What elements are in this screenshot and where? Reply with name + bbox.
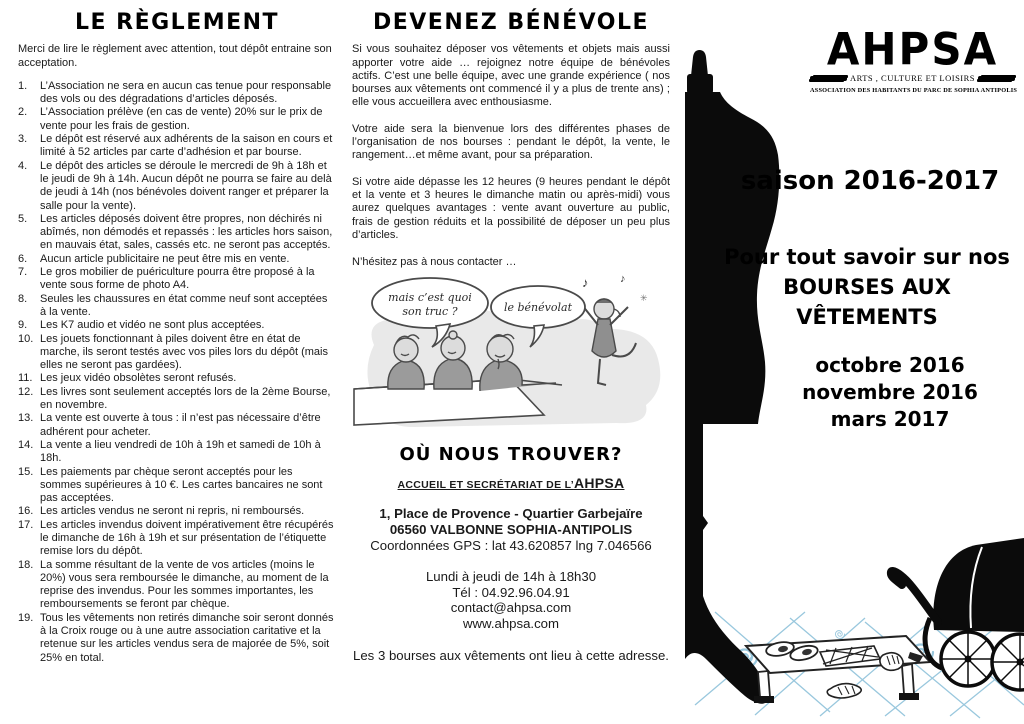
rule-item: 17. Les articles invendus doivent impérativement être récupérés le dimanche de 16h à 19h et sur présentation de l’étiquette remise lors du dépôt. [18,518,334,558]
gps-coordinates: Coordonnées GPS : lat 43.620857 lng 7.046566 [370,537,652,553]
rule-item: 1. L’Association ne sera en aucun cas tenue pour responsable des vols ou des dégradations d’articles déposés. [18,79,332,106]
ink-smudge-icon [978,76,1015,81]
rule-item: 18. La somme résultant de la vente de vos articles (moins le 20%) vous sera remboursée le dimanche, au moment de la reprise des invendus. Pour les sommes importantes, les remboursements se feront par chèque. [18,558,329,611]
rule-item: 9. Les K7 audio et vidéo ne sont plus acceptées. [18,319,265,332]
rule-item: 14. La vente a lieu vendredi de 10h à 19h et samedi de 10h à 18h. [18,438,321,465]
reglement-intro: Merci de lire le règlement avec attention, tout dépôt entraine son acceptation. [18,43,332,69]
rule-item: 6. Aucun article publicitaire ne peut être mis en vente. [18,252,290,265]
find-us-title: OÙ NOUS TROUVER? [399,443,623,465]
volunteer-cartoon [352,273,670,441]
rule-item: 13. La vente est ouverte à tous : il n’est pas nécessaire d’être adhérent pour acheter. [18,412,321,438]
benevole-paragraph: Votre aide sera la bienvenue lors des différentes phases de l’organisation de nos bourses : pendant le dépôt, la vente, le rangement…et même avant, pour sa préparation. [352,122,670,162]
address-line: 06560 VALBONNE SOPHIA-ANTIPOLIS [389,522,633,538]
event-date: octobre 2016 [815,353,965,377]
rule-item: 10. Les jouets fonctionnant à piles doivent être en état de marche, ils seront testés avec vos piles lors du dépôt (mais elles ne seront pas gardées). [18,332,328,372]
logo-wordmark: AHPSA [826,23,999,76]
rule-item: 4. Le dépôt des articles se déroule le mercredi de 9h à 18h et le jeudi de 9h à 14h. Aucun dépôt ne pourra se faire au delà de jeudi à 14h (nos bénévoles doivent ranger et préparer la salle pour la vente). [18,159,332,212]
bench-illustration [746,636,930,703]
rule-item: 5. Les articles déposés doivent être propres, non déchirés ni abîmés, non démodés et repassés : les articles hors saison, en mauvais état, sales, cassés etc. ne seront pas acceptés. [18,212,333,252]
benevole-paragraph: Si votre aide dépasse les 12 heures (9 heures pendant le dépôt et la vente et 3 heures le dimanche matin ou après-midi) vous aurez quelques avantages : vente avant ouverture au public, frais de gestion réduits et la possibilité de déposer un peu plus d’articles. [352,175,670,241]
rules-list [18,80,336,665]
contact-prompt: N’hésitez pas à nous contacter … [352,256,517,269]
panel-reglement [18,12,336,665]
cover-tagline-line2: BOURSES AUX VÊTEMENTS [783,275,951,329]
accueil-heading: ACCUEIL ET SECRÉTARIAT DE L’AHPSA [397,475,625,492]
event-dates [760,352,1020,433]
svg-text:son truc ?: son truc ? [402,305,458,319]
rule-item: 11. Les jeux vidéo obsolètes seront refusés. [18,372,237,385]
cover-tagline-line1: Pour tout savoir sur nos [724,245,1010,269]
email-address: contact@ahpsa.com [450,600,572,616]
rule-item: 3. Le dépôt est réservé aux adhérents de la saison en cours et limité à 52 articles par carte d’adhésion et par bourse. [18,133,333,159]
org-name: AHPSA [573,475,625,492]
phone-number: Tél : 04.92.96.04.91 [452,584,570,600]
rule-item: 8. Seules les chaussures en état comme neuf sont acceptées à la vente. [18,292,328,318]
svg-text:mais c’est quoi: mais c’est quoi [388,291,472,305]
rule-item: 16. Les articles vendus ne seront ni repris, ni remboursés. [18,505,305,518]
website-url: www.ahpsa.com [462,616,559,632]
address-line: 1, Place de Provence - Quartier Garbejaïre [379,506,643,522]
benevole-title: DEVENEZ BÉNÉVOLE [372,10,650,35]
panel-benevole [352,12,670,662]
rule-item: 19. Tous les vêtements non retirés dimanche soir seront donnés à la Croix rouge ou à une autre association caritative et la retenue sur les articles vendus sera de majorée de 5%, soit 25% en total. [18,611,334,664]
music-note-icon: ♪ [620,273,626,286]
season-title: saison 2016-2017 [740,166,1000,196]
logo-tagline: ARTS , CULTURE ET LOISIRS [810,73,1015,83]
svg-text:le bénévolat: le bénévolat [503,301,573,315]
ahpsa-logo [810,23,1018,94]
spiral-icon [836,631,845,639]
ink-smudge-icon [810,76,847,81]
opening-hours: Lundi à jeudi de 14h à 18h30 [425,568,597,584]
rule-item: 2. L’Association prélève (en cas de vente) 20% sur le prix de vente pour les frais de gestion. [18,106,323,132]
music-note-icon: ♪ [582,275,589,291]
cover-tagline [710,242,1024,332]
rule-item: 7. Le gros mobilier de puériculture pourra être proposé à la vente sous forme de photo A4. [18,266,315,292]
event-date: novembre 2016 [802,380,978,404]
logo-subtitle: ASSOCIATION DES HABITANTS DU PARC DE SOPHIA ANTIPOLIS [810,87,1018,94]
rule-item: 12. Les livres sont seulement acceptés lors de la 2ème Bourse, en novembre. [18,385,331,412]
benevole-paragraph: Si vous souhaitez déposer vos vêtements et objets mais aussi apporter votre aide … rejoignez notre équipe de bénévoles actifs. C’est une belle équipe, avec une grande expérience ( nos bourses aux vêtements ont commencé il y a plus de trente ans) ; elle vous accueillera avec enthousiasme. [352,43,670,109]
bourses-location-note: Les 3 bourses aux vêtements ont lieu à cette adresse. [353,647,669,663]
reglement-title: LE RÈGLEMENT [74,10,280,35]
panel-cover [680,0,1024,724]
event-date: mars 2017 [830,407,950,431]
rule-item: 15. Les paiements par chèque seront acceptés pour les sommes supérieures à 10 €. Les cartes bancaires ne sont pas acceptées. [18,465,323,505]
sparkle-icon: ✳ [640,293,648,304]
